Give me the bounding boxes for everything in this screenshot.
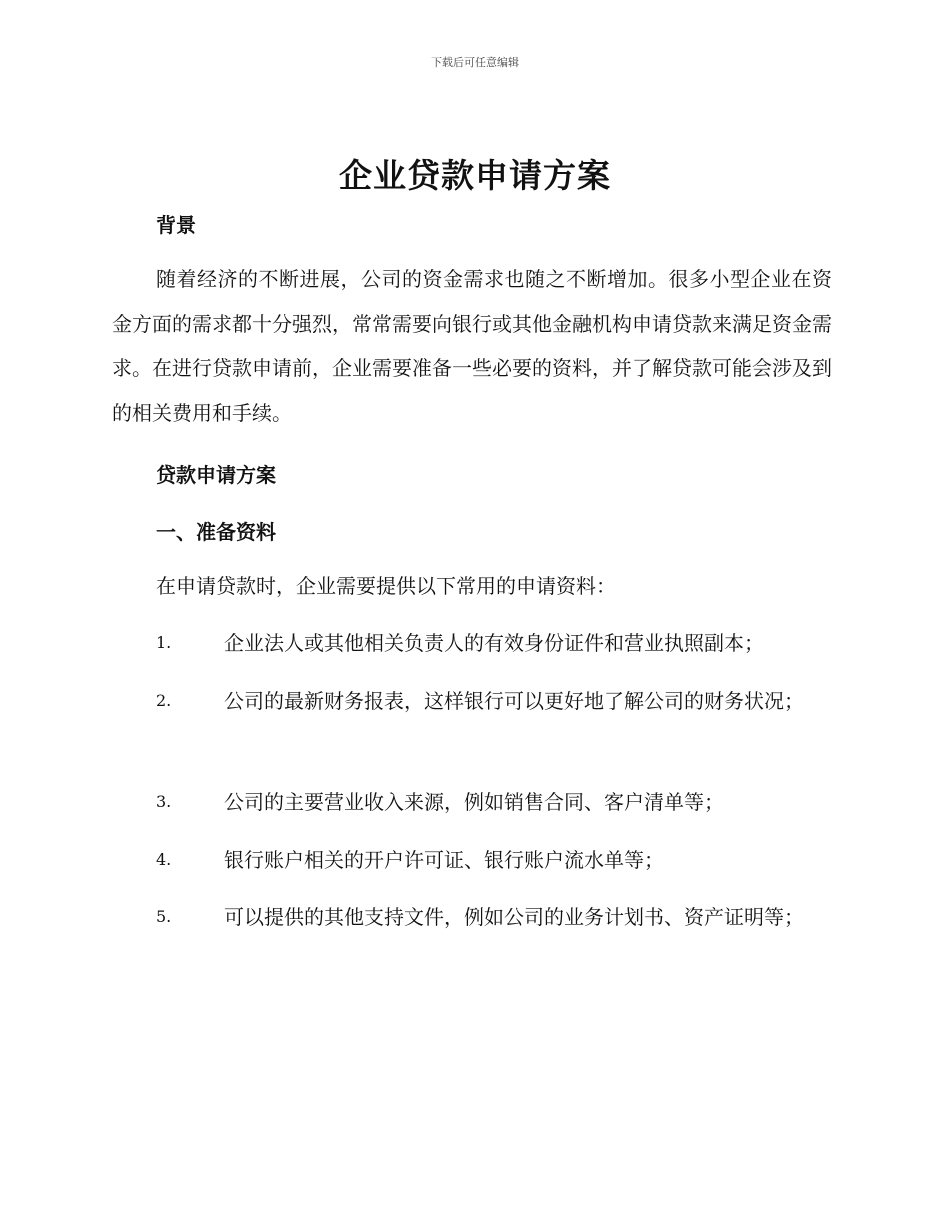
list-text: 公司的主要营业收入来源，例如销售合同、客户清单等； — [224, 790, 724, 814]
document-title: 企业贷款申请方案 — [339, 156, 611, 195]
list-number: 4. — [156, 850, 172, 869]
list-number: 3. — [156, 792, 172, 811]
header-note: 下载后可任意编辑 — [431, 56, 519, 69]
list-number: 1. — [156, 633, 172, 652]
prep-heading: 一、准备资料 — [156, 520, 276, 544]
plan-heading: 贷款申请方案 — [156, 463, 276, 487]
list-item — [112, 845, 832, 875]
list-item — [112, 787, 832, 817]
background-paragraph: 随着经济的不断进展，公司的资金需求也随之不断增加。很多小型企业在资金方面的需求都十分强烈，常常需要向银行或其他金融机构申请贷款来满足资金需求。在进行贷款申请前，企业需要准备一些必要的资料，并了解贷款可能会涉及到的相关费用和手续。 — [112, 267, 832, 425]
list-number: 2. — [156, 691, 172, 710]
list-item — [112, 686, 832, 730]
list-item — [112, 902, 832, 946]
list-number: 5. — [156, 907, 172, 926]
list-item — [112, 628, 832, 658]
prep-intro: 在申请贷款时，企业需要提供以下常用的申请资料： — [156, 574, 616, 598]
list-text: 企业法人或其他相关负责人的有效身份证件和营业执照副本； — [224, 631, 764, 655]
list-text: 可以提供的其他支持文件，例如公司的业务计划书、资产证明等； — [224, 905, 804, 929]
list-text: 银行账户相关的开户许可证、银行账户流水单等； — [224, 848, 664, 872]
list-text: 公司的最新财务报表，这样银行可以更好地了解公司的财务状况； — [224, 689, 804, 713]
background-heading: 背景 — [156, 213, 196, 237]
